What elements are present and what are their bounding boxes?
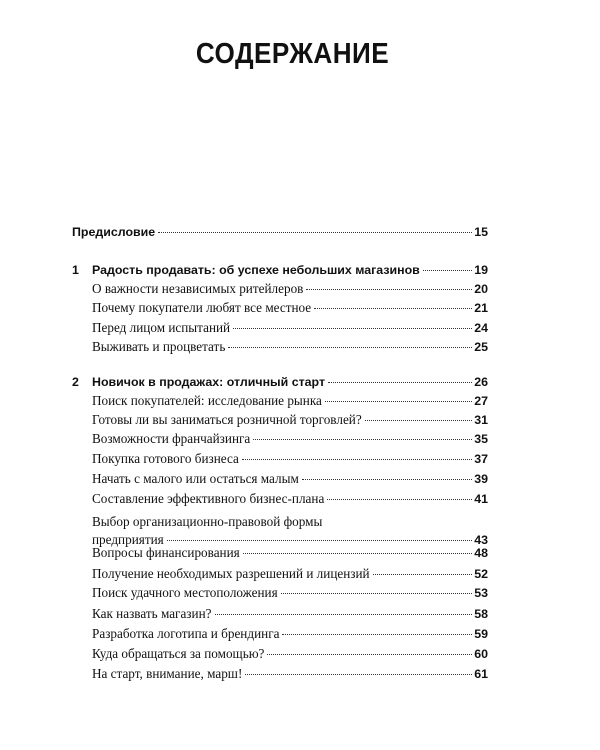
dot-leader xyxy=(243,553,472,554)
toc-page-number: 59 xyxy=(474,627,488,641)
dot-leader xyxy=(245,674,472,675)
toc-entry-label: На старт, внимание, марш! xyxy=(92,666,243,681)
toc-entry-label: Вопросы финансирования xyxy=(92,545,240,560)
toc-page-number: 53 xyxy=(474,586,488,600)
toc-page-number: 27 xyxy=(474,394,488,408)
toc-page-number: 15 xyxy=(474,225,488,239)
dot-leader xyxy=(328,382,472,383)
toc-entry-label: Куда обращаться за помощью? xyxy=(92,646,265,661)
toc-section[interactable] xyxy=(92,471,488,487)
toc-entry-label: Выбор организационно-правовой формы xyxy=(92,514,323,529)
toc-entry-label: Радость продавать: об успехе небольших магазинов xyxy=(92,263,420,277)
toc-entry-label: Поиск удачного местоположения xyxy=(92,585,278,600)
toc-page-number: 58 xyxy=(474,607,488,621)
dot-leader xyxy=(158,232,472,233)
dot-leader xyxy=(215,614,473,615)
toc-entry-label: Перед лицом испытаний xyxy=(92,320,231,335)
toc-section[interactable] xyxy=(92,339,488,355)
dot-leader xyxy=(253,439,472,440)
toc-page-number: 39 xyxy=(474,472,488,486)
dot-leader xyxy=(242,459,472,460)
toc-page-number: 25 xyxy=(474,340,488,354)
dot-leader xyxy=(281,593,473,594)
dot-leader xyxy=(325,401,472,402)
dot-leader xyxy=(228,347,472,348)
chapter-number: 2 xyxy=(72,375,79,389)
toc-chapter-2[interactable] xyxy=(72,374,488,390)
toc-page-number: 19 xyxy=(474,263,488,277)
toc-entry-label: О важности независимых ритейлеров xyxy=(92,281,304,296)
toc-entry-label: Составление эффективного бизнес-плана xyxy=(92,491,325,506)
toc-entry-label: Выживать и процветать xyxy=(92,339,226,354)
toc-page-number: 20 xyxy=(474,282,488,296)
toc-entry-label: Начать с малого или остаться малым xyxy=(92,471,299,486)
dot-leader xyxy=(282,634,472,635)
toc-entry-label: Как назвать магазин? xyxy=(92,606,212,621)
toc-section[interactable] xyxy=(92,412,488,428)
toc-page-number: 52 xyxy=(474,567,488,581)
toc-chapter-1[interactable] xyxy=(72,262,488,278)
toc-entry-label-continued: предприятия xyxy=(92,532,164,547)
toc-page-number: 26 xyxy=(474,375,488,389)
toc-entry-label: Новичок в продажах: отличный старт xyxy=(92,375,326,389)
toc-section[interactable] xyxy=(92,626,488,642)
toc-page-number: 21 xyxy=(474,301,488,315)
toc-page-number: 41 xyxy=(474,492,488,506)
toc-page-number: 61 xyxy=(474,667,488,681)
toc-entry-preface[interactable] xyxy=(72,224,488,240)
toc-section[interactable] xyxy=(92,514,488,548)
dot-leader xyxy=(167,540,473,541)
toc-section[interactable] xyxy=(92,566,488,582)
toc-page-number: 48 xyxy=(474,546,488,560)
toc-section[interactable] xyxy=(92,431,488,447)
toc-page-number: 35 xyxy=(474,432,488,446)
toc-entry-label: Получение необходимых разрешений и лицензий xyxy=(92,566,370,581)
toc-section[interactable] xyxy=(92,451,488,467)
dot-leader xyxy=(233,328,472,329)
dot-leader xyxy=(365,420,472,421)
dot-leader xyxy=(267,654,472,655)
toc-section[interactable] xyxy=(92,585,488,601)
toc-entry-label: Предисловие xyxy=(72,225,156,239)
chapter-number: 1 xyxy=(72,263,79,277)
toc-section[interactable] xyxy=(92,545,488,561)
toc-entry-label: Готовы ли вы заниматься розничной торговлей? xyxy=(92,412,362,427)
toc-page-number: 60 xyxy=(474,647,488,661)
toc-section[interactable] xyxy=(92,393,488,409)
toc-section[interactable] xyxy=(92,300,488,316)
dot-leader xyxy=(373,574,473,575)
toc-section[interactable] xyxy=(92,491,488,507)
toc-entry-label: Покупка готового бизнеса xyxy=(92,451,239,466)
toc-page-number: 31 xyxy=(474,413,488,427)
toc-page-number: 37 xyxy=(474,452,488,466)
toc-entry-label: Возможности франчайзинга xyxy=(92,431,251,446)
dot-leader xyxy=(423,270,472,271)
toc-page-number: 24 xyxy=(474,321,488,335)
dot-leader xyxy=(314,308,472,309)
toc-section[interactable] xyxy=(92,666,488,682)
toc-section[interactable] xyxy=(92,646,488,662)
toc-page-number: 43 xyxy=(474,533,488,547)
page-title: СОДЕРЖАНИЕ xyxy=(195,38,390,70)
toc-entry-label: Поиск покупателей: исследование рынка xyxy=(92,393,322,408)
dot-leader xyxy=(306,289,472,290)
toc-section[interactable] xyxy=(92,320,488,336)
toc-entry-label: Разработка логотипа и брендинга xyxy=(92,626,280,641)
toc-section[interactable] xyxy=(92,281,488,297)
dot-leader xyxy=(302,479,472,480)
toc-entry-label: Почему покупатели любят все местное xyxy=(92,300,312,315)
dot-leader xyxy=(327,499,472,500)
toc-section[interactable] xyxy=(92,606,488,622)
